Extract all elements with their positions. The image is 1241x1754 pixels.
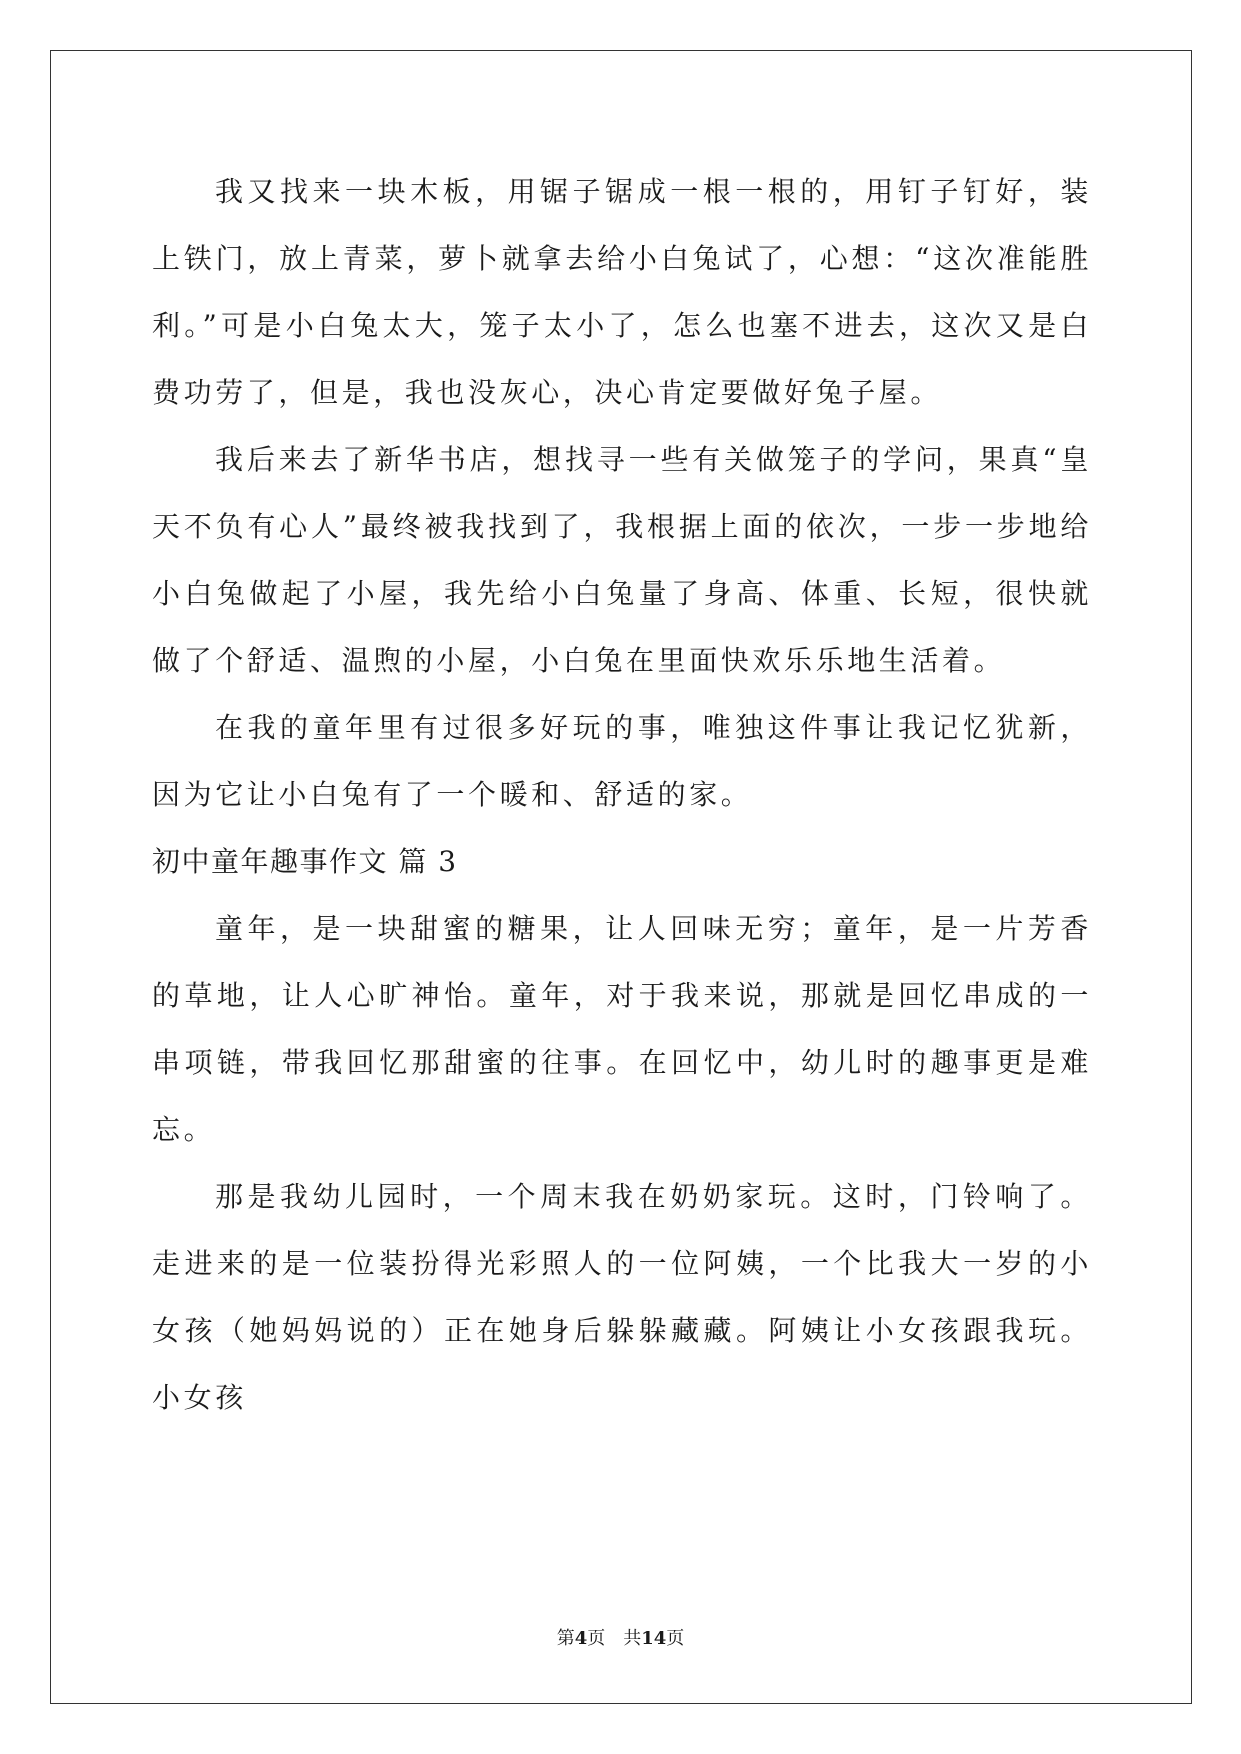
paragraph-3: 在我的童年里有过很多好玩的事，唯独这件事让我记忆犹新，因为它让小白兔有了一个暖和、舒适的家。 <box>152 711 1092 811</box>
page-number: 4 <box>574 1628 588 1649</box>
section-heading: 初中童年趣事作文 篇 3 <box>152 845 458 878</box>
total-suffix: 页 <box>666 1628 685 1649</box>
page-prefix: 第 <box>556 1628 575 1649</box>
paragraph-2: 我后来去了新华书店，想找寻一些有关做笼子的学问，果真“皇天不负有心人”最终被我找到了，我根据上面的依次，一步一步地给小白兔做起了小屋，我先给小白兔量了身高、体重、长短，很快就做了个舒适、温煦的小屋，小白兔在里面快欢乐乐地生活着。 <box>152 443 1092 677</box>
paragraph-5: 那是我幼儿园时，一个周末我在奶奶家玩。这时，门铃响了。走进来的是一位装扮得光彩照人的一位阿姨，一个比我大一岁的小女孩（她妈妈说的）正在她身后躲躲藏藏。阿姨让小女孩跟我玩。小女孩 <box>152 1180 1092 1414</box>
total-pages: 14 <box>641 1628 667 1649</box>
page-suffix: 页 <box>587 1628 606 1649</box>
paragraph-4: 童年，是一块甜蜜的糖果，让人回味无穷；童年，是一片芳香的草地，让人心旷神怡。童年，对于我来说，那就是回忆串成的一串项链，带我回忆那甜蜜的往事。在回忆中，幼儿时的趣事更是难忘。 <box>152 912 1092 1146</box>
total-prefix: 共 <box>623 1628 642 1649</box>
page-footer <box>0 1627 1241 1651</box>
document-body <box>152 158 1092 1431</box>
paragraph-1: 我又找来一块木板，用锯子锯成一根一根的，用钉子钉好，装上铁门，放上青菜，萝卜就拿去给小白兔试了，心想：“这次准能胜利。”可是小白兔太大，笼子太小了，怎么也塞不进去，这次又是白费功劳了，但是，我也没灰心，决心肯定要做好兔子屋。 <box>152 175 1092 409</box>
